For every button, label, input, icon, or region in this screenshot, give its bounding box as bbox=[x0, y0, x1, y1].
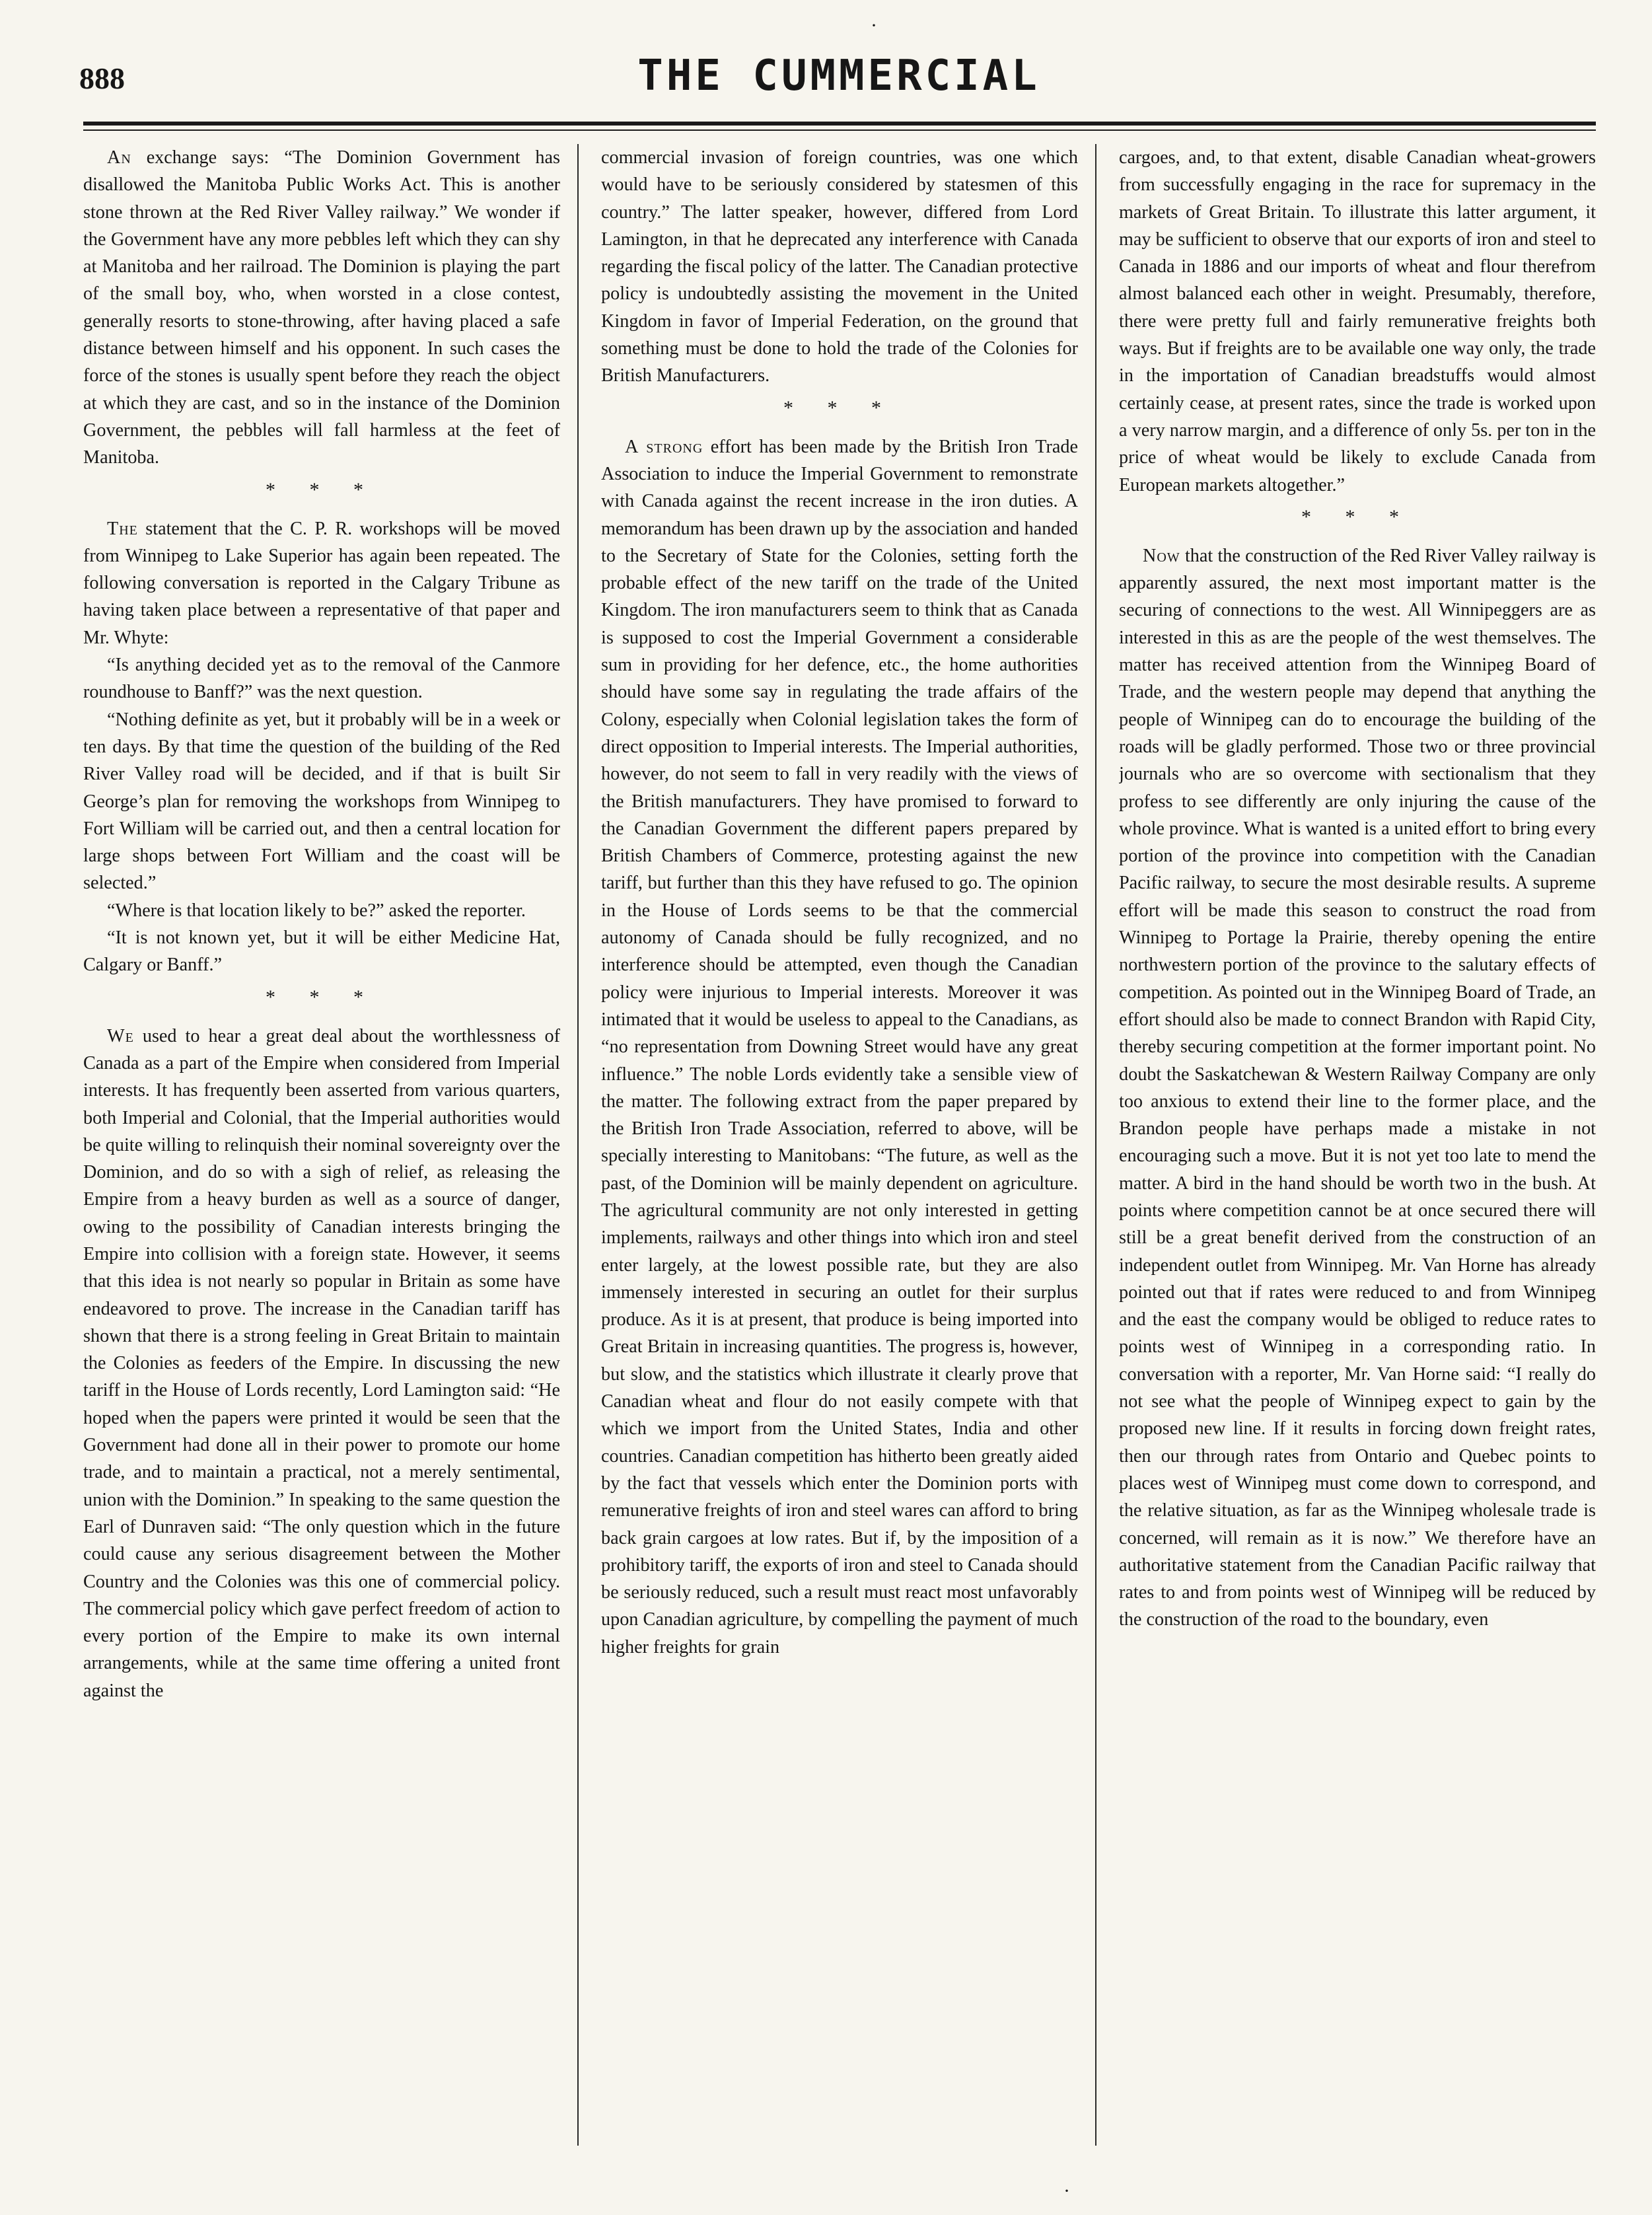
lead-word: We bbox=[107, 1025, 134, 1046]
paragraph-text: used to hear a great deal about the worthlessness of Canada as a part of the Empire when considered from Imperial interests. It has frequently been asserted from various quarters, both Imperial and Colonial, that the Imperial authorities would be quite willing to relinquish their nominal sovereignty over the Dominion, and do so with a sigh of relief, as releasing the Empire from a heavy burden as well as a source of danger, owing to the possibility of Canadian interests bringing the Empire into collision with a foreign state. However, it seems that this idea is not nearly so popular in Britain as some have endeavored to prove. The increase in the Canadian tariff has shown that there is a strong feeling in Great Britain to maintain the Colonies as feeders of the Empire. In discussing the new tariff in the House of Lords recently, Lord Lamington said: “He hoped when the papers were printed it would be seen that the Government had done all in their power to promote our home trade, and to maintain a practical, not a merely sentimental, union with the Dominion.” In speaking to the same question the Earl of Dunraven said: “The only question which in the future could cause any serious disagreement between the Mother Country and the Colonies was this one of commercial policy. The commercial policy which gave perfect freedom of action to every portion of the Empire to make its own internal arrangements, while at the same time offering a united front against the bbox=[83, 1025, 560, 1701]
article-paragraph bbox=[1119, 542, 1596, 1634]
article-paragraph bbox=[83, 706, 560, 897]
article-paragraph bbox=[83, 1023, 560, 1704]
lead-word: A strong bbox=[625, 436, 703, 457]
section-separator-asterism: * * * bbox=[1301, 505, 1414, 528]
section-separator-asterism: * * * bbox=[266, 986, 378, 1008]
print-mark: · bbox=[871, 15, 877, 36]
paragraph-text: exchange says: “The Dominion Government has disallowed the Manitoba Public Works Act. This is another stone thrown at the Red River Valley railway.” We wonder if the Government have any more pebbles left which they can shy at Manitoba and her railroad. The Dominion is playing the part of the small boy, who, when worsted in a close contest, generally resorts to stone-throwing, after having placed a safe distance between himself and his opponent. In such cases the force of the stones is usually spent before they reach the object at which they are cast, and so in the instance of the Dominion Government, the pebbles will fall harmless at the feet of Manitoba. bbox=[83, 147, 560, 468]
paragraph-text: “Where is that location likely to be?” asked the reporter. bbox=[107, 900, 526, 921]
column-2 bbox=[601, 144, 1078, 2146]
article-paragraph bbox=[1119, 144, 1596, 499]
column-3 bbox=[1119, 144, 1596, 2146]
print-mark: · bbox=[1063, 2180, 1070, 2202]
article-paragraph bbox=[83, 144, 560, 472]
paragraph-text: statement that the C. P. R. workshops will be moved from Winnipeg to Lake Superior has again been repeated. The following conversation is reported in the Calgary Tribune as having taken place between a representative of that paper and Mr. Whyte: bbox=[83, 518, 560, 648]
lead-word: Now bbox=[1143, 545, 1180, 566]
lead-word: The bbox=[107, 518, 138, 539]
section-separator-asterism: * * * bbox=[266, 478, 378, 501]
header-rule-thin bbox=[83, 129, 1596, 131]
paragraph-text: “Nothing definite as yet, but it probably will be in a week or ten days. By that time the question of the building of the Red River Valley road will be decided, and if that is built Sir George’s plan for removing the workshops from Winnipeg to Fort William will be carried out, and then a central location for large shops between Fort William and the coast will be selected.” bbox=[83, 709, 560, 894]
article-paragraph bbox=[83, 897, 560, 924]
article-paragraph bbox=[83, 651, 560, 706]
article-paragraph bbox=[601, 433, 1078, 1661]
header-rule-thick bbox=[83, 122, 1596, 126]
paragraph-text: commercial invasion of foreign countries, was one which would have to be seriously considered by statesmen of this country.” The latter speaker, however, differed from Lord Lamington, in that he deprecated any interference with Canada regarding the fiscal policy of the latter. The Canadian protective policy is undoubtedly assisting the movement in the United Kingdom in favor of Imperial Federation, on the ground that something must be done to hold the trade of the Colonies for British Manufacturers. bbox=[601, 147, 1078, 386]
section-separator-asterism: * * * bbox=[783, 396, 896, 419]
paragraph-text: that the construction of the Red River Valley railway is apparently assured, the next most important matter is the securing of connections to the west. All Winnipeggers are as interested in this as are the people of the west themselves. The matter has received attention from the Winnipeg Board of Trade, and the western people may depend that anything the people of Winnipeg can do to encourage the building of the roads will be gladly performed. Those two or three provincial journals who are so overcome with sectionalism that they profess to see differently are only injuring the cause of the whole province. What is wanted is a united effort to bring every portion of the province into competition with the Canadian Pacific railway, to secure the most desirable results. A supreme effort will be made this season to construct the road from Winnipeg to Portage la Prairie, thereby opening the entire northwestern portion of the province to the salutary effects of competition. As pointed out in the Winnipeg Board of Trade, an effort should also be made to connect Brandon with Rapid City, thereby securing competition at the former important point. No doubt the Saskatchewan & Western Railway Company are only too anxious to extend their line to the former place, and the Brandon people have perhaps made a mistake in not encouraging such a move. But it is not yet too late to mend the matter. A bird in the hand should be worth two in the bush. At points where competition cannot be at once secured there will still be a great benefit derived from the construction of an independent outlet from Winnipeg. Mr. Van Horne has already pointed out that if rates were reduced to and from Winnipeg and the east the company would be obliged to reduce rates to points west of Winnipeg in a corresponding ratio. In conversation with a reporter, Mr. Van Horne said: “I really do not see what the people of Winnipeg expect to gain by the proposed new line. If it results in forcing down freight rates, then our through rates from Ontario and Quebec points to places west of Winnipeg must come down to correspond, and the relative situation, as far as the Winnipeg wholesale trade is concerned, will remain as it is now.” We therefore have an authoritative statement from the Canadian Pacific railway that rates to and from points west of Winnipeg will be reduced by the construction of the road to the boundary, even bbox=[1119, 545, 1596, 1630]
paragraph-text: cargoes, and, to that extent, disable Canadian wheat-growers from successfully engaging in the race for supremacy in the markets of Great Britain. To illustrate this latter argument, it may be sufficient to observe that our exports of iron and steel to Canada in 1886 and our imports of wheat and flour therefrom almost balanced each other in weight. Presumably, therefore, there were pretty full and fairly remunerative freights both ways. But if freights are to be available one way only, the trade in the importation of Canadian breadstuffs would almost certainly cease, at present rates, since the trade is worked upon a very narrow margin, and a difference of only 5s. per ton in the price of wheat would be likely to exclude Canada from European markets altogether.” bbox=[1119, 147, 1596, 495]
paragraph-text: “It is not known yet, but it will be either Medicine Hat, Calgary or Banff.” bbox=[83, 927, 560, 976]
masthead-title: THE CUMMERCIAL bbox=[637, 52, 1040, 100]
article-paragraph bbox=[601, 144, 1078, 390]
paragraph-text: “Is anything decided yet as to the removal of the Canmore roundhouse to Banff?” was the next question. bbox=[83, 655, 560, 703]
lead-word: An bbox=[107, 147, 131, 168]
page-header bbox=[79, 52, 1598, 118]
article-paragraph bbox=[83, 515, 560, 651]
article-paragraph bbox=[83, 924, 560, 979]
article-columns bbox=[83, 144, 1596, 2146]
page-number: 888 bbox=[79, 61, 125, 95]
paragraph-text: effort has been made by the British Iron Trade Association to induce the Imperial Government to remonstrate with Canada against the recent increase in the iron duties. A memorandum has been drawn up by the association and handed to the Secretary of State for the Colonies, setting forth the probable effect of the new tariff on the trade of the United Kingdom. The iron manufacturers seem to think that as Canada is supposed to cost the Imperial Government a considerable sum in providing for her defence, etc., the home authorities should have some say in regulating the trade affairs of the Colony, especially when Colonial legislation takes the form of direct opposition to Imperial interests. The Imperial authorities, however, do not seem to fall in very readily with the views of the British manufacturers. They have promised to forward to the Canadian Government the different papers prepared by British Chambers of Commerce, protesting against the new tariff, but further than this they have refused to go. The opinion in the House of Lords seems to be that the commercial autonomy of Canada should be fully recognized, and no interference should be attempted, even though the Canadian policy were injurious to Imperial interests. Moreover it was intimated that it would be useless to appeal to the Canadians, as “no representation from Downing Street would have any great influence.” The noble Lords evidently take a sensible view of the matter. The following extract from the paper prepared by the British Iron Trade Association, referred to above, will be specially interesting to Manitobans: “The future, as well as the past, of the Dominion will be mainly dependent on agriculture. The agricultural community are not only interested in getting implements, railways and other things into which iron and steel enter largely, at the lowest possible rate, but they are also immensely interested in securing an outlet for their surplus produce. As it is at present, that produce is being imported into Great Britain in increasing quantities. The progress is, however, but slow, and the statistics which illustrate it clearly prove that Canadian wheat and flour do not easily compete with that which we import from the United States, India and other countries. Canadian competition has hitherto been greatly aided by the fact that vessels which enter the Dominion ports with remunerative freights of iron and steel wares can afford to bring back grain cargoes at low rates. But if, by the imposition of a prohibitory tariff, the exports of iron and steel to Canada should be seriously reduced, such a result must react most unfavorably upon Canadian agriculture, by compelling the payment of much higher freights for grain bbox=[601, 436, 1078, 1657]
column-1 bbox=[83, 144, 560, 2146]
